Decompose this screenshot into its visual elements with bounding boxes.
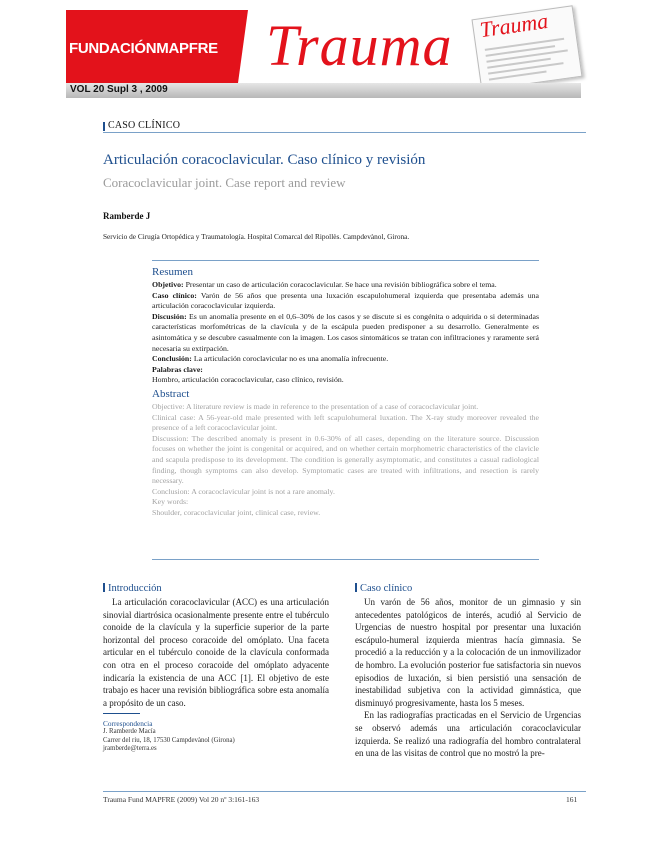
abstract-conclusion-text: A coracoclavicular joint is not a rare anomaly. <box>191 486 335 496</box>
abstract-conclusion <box>152 487 539 498</box>
abstract-case <box>152 413 539 434</box>
introduccion-text: La articulación coracoclavicular (ACC) es una articulación sinovial diartrósica ocasionalmente presente entre el tubérculo conoide de la clavícula y la superficie superior de la parte horizontal del proceso coracoide del omóplato. Una faceta articular en el tubérculo conoide de la clavícula conformada con otra en el proceso coracoide del omóplato adyacente indicaría la existencia de una ACC [1]. El objetivo de este trabajo es hacer una revisión bibliográfica sobre esta anomalía a propósito de un caso. <box>103 597 329 708</box>
resumen-keywords-label: Palabras clave: <box>152 364 203 374</box>
abstract-objective-text: A literature review is made in reference to the presentation of a case of coracoclavicular joint. <box>186 401 479 411</box>
journal-banner <box>66 7 581 96</box>
abstract-discussion-label: Discussion: <box>152 433 189 443</box>
correspondence-block <box>103 713 283 754</box>
heading-marker <box>103 583 105 592</box>
volume-label: VOL 20 Supl 3 , 2009 <box>70 84 168 95</box>
heading-marker <box>355 583 357 592</box>
logo-brand: FUNDACIÓN <box>69 40 157 57</box>
resumen-objetivo <box>152 280 539 291</box>
resumen-keywords: Hombro, articulación coracoclavicular, caso clínico, revisión. <box>152 375 344 385</box>
introduccion-heading: Introducción <box>103 582 329 595</box>
cover-title: Trauma <box>478 7 550 43</box>
resumen-objetivo-label: Objetivo: <box>152 280 184 289</box>
section-marker <box>103 122 105 131</box>
footer-citation: Trauma Fund MAPFRE (2009) Vol 20 nº 3:161-163 <box>103 795 260 804</box>
correspondence-heading: Correspondencia <box>103 719 153 728</box>
footer-rule <box>103 791 586 792</box>
page-number: 161 <box>566 795 578 804</box>
logo-brand-bold: MAPFRE <box>156 40 218 57</box>
column-right <box>355 582 581 760</box>
abstract-case-label: Clinical case: <box>152 412 196 422</box>
abstract-discussion <box>152 434 539 487</box>
correspondence-rule <box>103 713 140 714</box>
section-rule <box>103 132 586 133</box>
resumen-caso <box>152 291 539 312</box>
correspondence-email[interactable]: jramberde@terra.es <box>103 745 157 753</box>
journal-cover-thumbnail <box>471 5 582 90</box>
abstract-block <box>152 388 539 519</box>
resumen-conclusion-label: Conclusión: <box>152 354 192 364</box>
article-affiliation: Servicio de Cirugía Ortopédica y Traumatología. Hospital Comarcal del Ripollès. Campdevànol, Girona. <box>103 232 410 241</box>
resumen-heading: Resumen <box>152 266 193 278</box>
correspondence-name: J. Ramberde Macía <box>103 728 156 735</box>
resumen-caso-label: Caso clínico: <box>152 290 197 300</box>
caso-clinico-p1: Un varón de 56 años, monitor de un gimnasio y sin antecedentes patológicos de interés, acudió al Servicio de Urgencias de nuestro hospital por presentar una luxación escápulo-humeral izquierda mientras hacía gimnasia. Se procedió a la reducción y a la colocación de un inmovilizador de hombro. La evolución posterior fue satisfactoria sin nuevos episodios de luxación, si bien persistió una sensación de inestabilidad subjetiva con la actividad gimnástica, que disminuyó progresivamente, hasta los 5 meses. <box>355 597 581 708</box>
abstracts-box <box>152 266 539 518</box>
brand-red-block <box>66 10 238 83</box>
correspondence-address: Carrer del riu, 18, 17530 Campdevànol (Girona) <box>103 736 235 744</box>
resumen-objetivo-text: Presentar un caso de articulación coracoclavicular. Se hace una revisión bibliográfica sobre el tema. <box>185 280 497 289</box>
brand-red-corner <box>238 10 248 83</box>
abstract-conclusion-label: Conclusion: <box>152 486 190 496</box>
section-label: CASO CLÍNICO <box>108 120 181 131</box>
resumen-block <box>152 266 539 386</box>
abstract-objective <box>152 402 539 413</box>
caso-clinico-p2: En las radiografías practicadas en el Servicio de Urgencias se observó además una articulación coracoclavicular izquierda. Se realizó una radiografía del hombro contralateral en una de las visitas de control que no mostró la pre- <box>355 710 581 759</box>
journal-title: Trauma <box>266 13 453 78</box>
article-author: Ramberde J <box>103 211 151 221</box>
resumen-caso-text: Varón de 56 años que presenta una luxación escapulohumeral izquierda que presentaba además una articulación coracoclavicular izquierda. <box>152 290 539 311</box>
resumen-conclusion <box>152 354 539 365</box>
resumen-discusion-label: Discusión: <box>152 311 187 321</box>
resumen-discusion <box>152 312 539 354</box>
abstract-objective-label: Objective: <box>152 401 185 411</box>
abstract-bottom-rule <box>152 559 539 560</box>
abstract-case-text: A 56-year-old male presented with left scapulohumeral luxation. The X-ray study moreover revealed the presence of a left coracoclavicular joint. <box>152 412 539 433</box>
fundacion-mapfre-logo <box>69 40 218 57</box>
resumen-conclusion-text: La articulación coroclavicular no es una anomalía infrecuente. <box>193 354 389 364</box>
article-title-es: Articulación coracoclavicular. Caso clínico y revisión <box>103 152 426 168</box>
abstract-discussion-text: The described anomaly is present in 0.6-30% of all cases, depending on the literature source. Discussion focuses on whether the joint is congenital or acquired, and on whether certain morphometric characteristics of the clavicle and scapula predispose to its development. The condition is generally asymptomatic, and constitutes a casual radiological finding, though symptoms can also develop. Symptomatic cases are treated with infiltrations, and resection is rarely necessary. <box>152 433 539 486</box>
caso-clinico-heading: Caso clínico <box>355 582 581 595</box>
abstract-top-rule <box>152 260 539 261</box>
abstract-keywords: Shoulder, coracoclavicular joint, clinical case, review. <box>152 507 321 517</box>
resumen-discusion-text: Es un anomalía presente en el 0,6–30% de los casos y se discute si es congénita o adquirida o si determinadas características morfométricas de la clavícula y de la escápula pueden predisponer a su desarrollo. Generalmente es asintomática y se descubre casualmente con la imagen. Los casos sintomáticos se tratan con infiltraciones y raramente será necesaria su extirpación. <box>152 311 539 353</box>
column-left <box>103 582 329 709</box>
article-title-en: Coracoclavicular joint. Case report and review <box>103 175 346 190</box>
abstract-heading: Abstract <box>152 387 190 400</box>
abstract-keywords-label: Key words: <box>152 497 189 507</box>
